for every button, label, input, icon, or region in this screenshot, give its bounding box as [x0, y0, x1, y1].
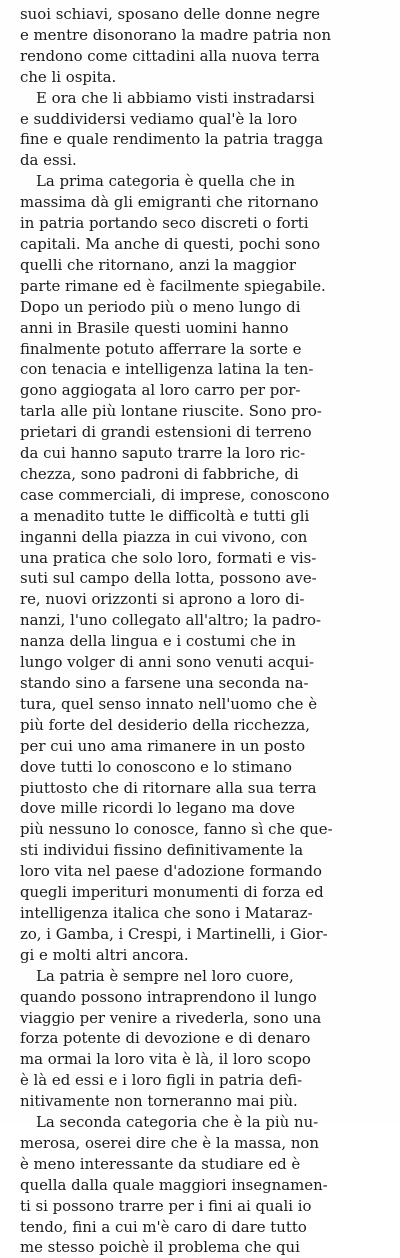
text-line: stando sino a farsene una seconda na- [20, 674, 309, 692]
text-line: La patria è sempre nel loro cuore, [36, 966, 294, 985]
text-line: capitali. Ma anche di questi, pochi sono [20, 234, 321, 253]
text-line: nitivamente non torneranno mai più. [20, 1092, 298, 1111]
text-line: nanza della lingua e i costumi che in [20, 632, 296, 651]
text-line: forza potente di devozione e di denaro [20, 1029, 311, 1048]
text-line: più forte del desiderio della ricchezza, [20, 715, 310, 734]
text-line: loro vita nel paese d'adozione formando [20, 862, 323, 881]
text-line: finalmente potuto afferrare la sorte e [20, 339, 302, 358]
text-line: gi e molti altri ancora. [20, 945, 189, 964]
paragraph [20, 4, 388, 88]
text-line: più nessuno lo conosce, fanno sì che que- [20, 820, 333, 839]
text-line: tarla alle più lontane riuscite. Sono pro- [20, 402, 322, 421]
text-line: viaggio per venire a rivederla, sono una [20, 1008, 322, 1027]
text-line: La seconda categoria che è la più nu- [36, 1113, 319, 1132]
text-line: tura, quel senso innato nell'uomo che è [20, 694, 318, 713]
text-line: massima dà gli emigranti che ritornano [20, 193, 319, 212]
text-line: in patria portando seco discreti o forti [20, 214, 309, 233]
text-line: suti sul campo della lotta, possono ave- [20, 569, 317, 588]
text-line: intelligenza italica che sono i Mataraz- [20, 903, 313, 922]
text-line: con tenacia e intelligenza latina la ten- [20, 360, 314, 379]
text-line: fine e quale rendimento la patria tragga [20, 130, 324, 149]
text-line: suoi schiavi, sposano delle donne negre [20, 5, 320, 23]
text-line: è meno interessante da studiare ed è [20, 1154, 301, 1173]
text-line: quando possono intraprendono il lungo [20, 987, 317, 1006]
text-line: E ora che li abbiamo visti instradarsi [36, 88, 315, 107]
text-line: dove mille ricordi lo legano ma dove [20, 799, 295, 818]
text-line: me stesso poichè il problema che qui [20, 1238, 300, 1257]
text-line: sti individui fissino definitivamente la [20, 841, 304, 860]
text-line: nanzi, l'uno collegato all'altro; la padro- [20, 611, 321, 630]
text-line: quegli imperituri monumenti di forza ed [20, 883, 324, 902]
text-line: lungo volger di anni sono venuti acqui- [20, 653, 315, 672]
paragraph [20, 88, 388, 172]
text-column [20, 4, 388, 1258]
text-line: case commerciali, di imprese, conoscono [20, 485, 330, 504]
text-line: per cui uno ama rimanere in un posto [20, 736, 306, 755]
paragraph [20, 1112, 388, 1258]
text-line: da essi. [20, 151, 77, 170]
text-line: tendo, fini a cui m'è caro di dare tutto [20, 1217, 307, 1236]
paragraph [20, 966, 388, 1112]
text-line: prietari di grandi estensioni di terreno [20, 423, 312, 442]
text-line: una pratica che solo loro, formati e vis- [20, 548, 317, 567]
text-line: quella dalla quale maggiori insegnamen- [20, 1175, 328, 1194]
text-line: ti si possono trarre per i fini ai quali io [20, 1196, 312, 1215]
text-line: dove tutti lo conoscono e lo stimano [20, 757, 292, 776]
text-line: ma ormai la loro vita è là, il loro scopo [20, 1050, 311, 1069]
text-line: a menadito tutte le difficoltà e tutti gli [20, 506, 310, 525]
text-line: inganni della piazza in cui vivono, con [20, 527, 308, 546]
text-line: e suddividersi vediamo qual'è la loro [20, 109, 298, 128]
text-line: re, nuovi orizzonti si aprono a loro di- [20, 590, 305, 609]
text-line: chezza, sono padroni di fabbriche, di [20, 464, 299, 483]
text-line: zo, i Gamba, i Crespi, i Martinelli, i Gior- [20, 924, 328, 943]
text-line: da cui hanno saputo trarre la loro ric- [20, 444, 306, 463]
text-line: che li ospita. [20, 67, 117, 86]
text-line: gono aggiogata al loro carro per por- [20, 381, 301, 400]
text-line: anni in Brasile questi uomini hanno [20, 318, 289, 337]
paragraph [20, 171, 388, 965]
text-line: La prima categoria è quella che in [36, 172, 296, 191]
text-line: merosa, oserei dire che è la massa, non [20, 1133, 319, 1152]
text-line: piuttosto che di ritornare alla sua terra [20, 778, 317, 797]
text-line: Dopo un periodo più o meno lungo di [20, 297, 301, 316]
text-line: e mentre disonorano la madre patria non [20, 25, 332, 44]
text-line: è là ed essi e i loro figli in patria defi- [20, 1071, 303, 1090]
text-line: quelli che ritornano, anzi la maggior [20, 255, 296, 274]
text-line: parte rimane ed è facilmente spiegabile. [20, 276, 326, 295]
text-line: rendono come cittadini alla nuova terra [20, 46, 320, 65]
